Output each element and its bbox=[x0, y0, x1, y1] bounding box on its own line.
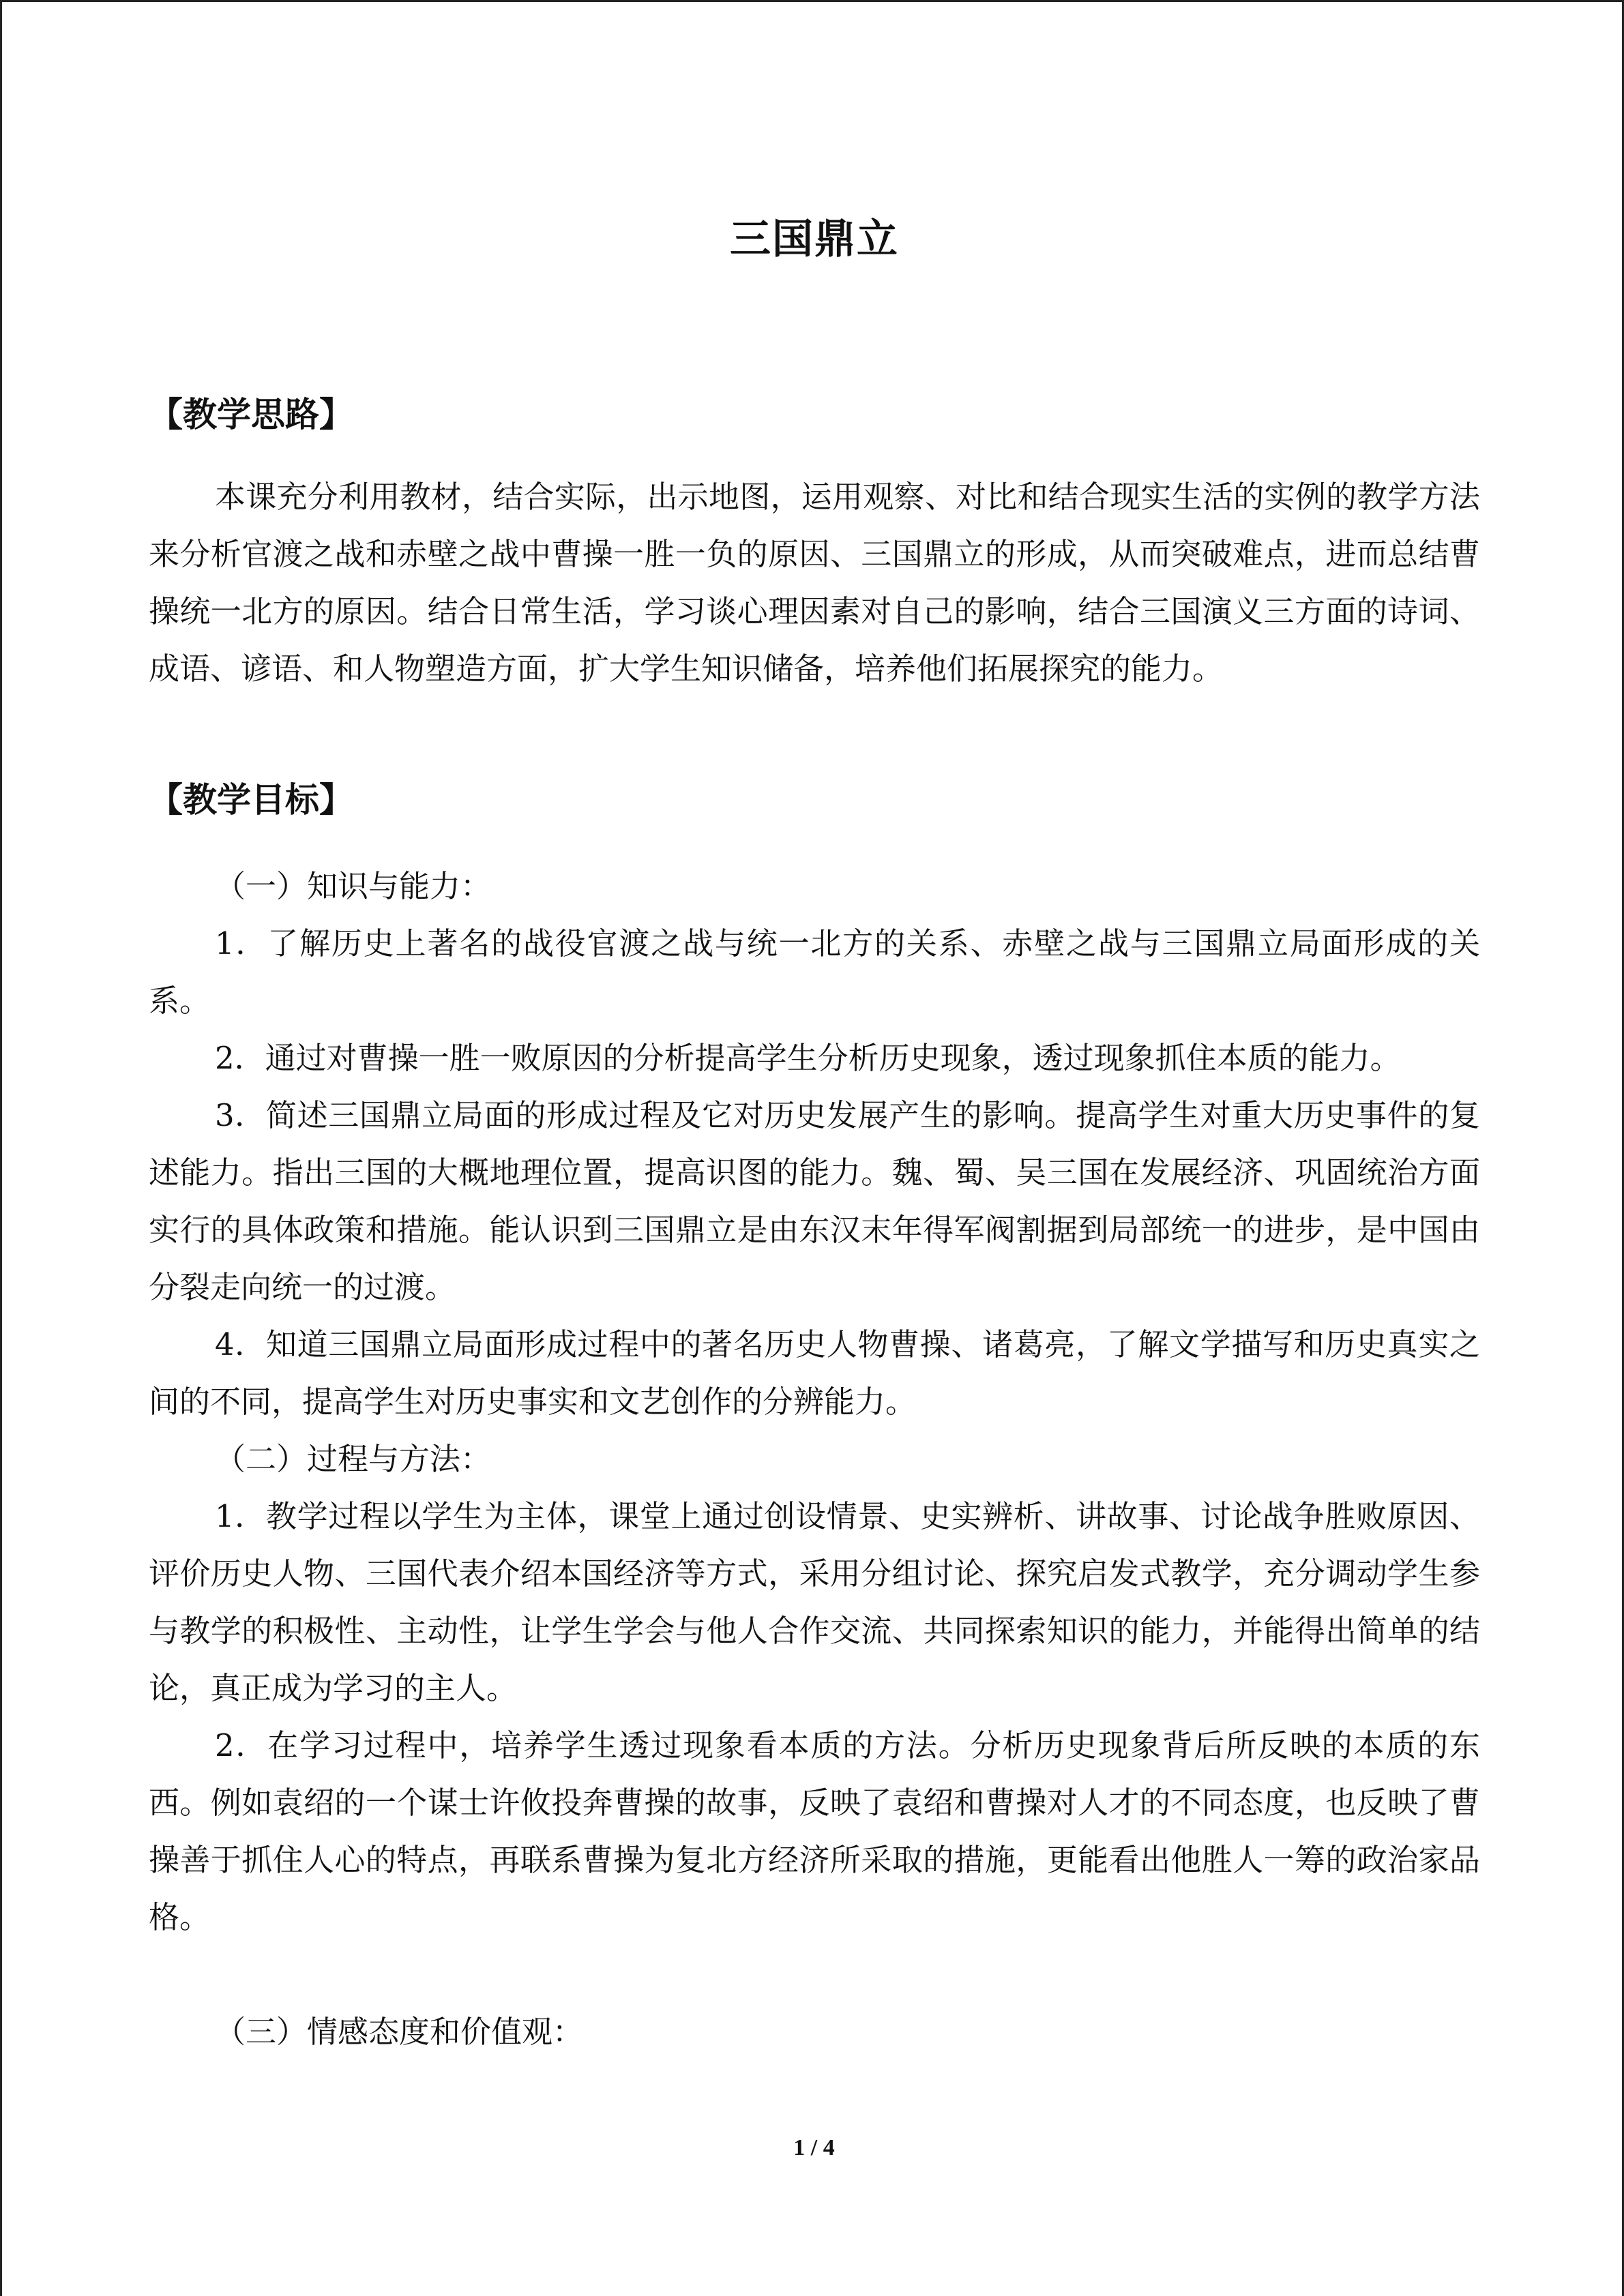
subheading-process: （二）过程与方法： bbox=[215, 1441, 492, 1477]
objective-item: 4．知道三国鼎立局面形成过程中的著名历史人物曹操、诸葛亮，了解文学描写和历史真实之间的不同，提高学生对历史事实和文艺创作的分辨能力。 bbox=[149, 1326, 1480, 1420]
section-heading-approach: 【教学思路】 bbox=[149, 394, 353, 434]
objective-item: 3．简述三国鼎立局面的形成过程及它对历史发展产生的影响。提高学生对重大历史事件的复述能力。指出三国的大概地理位置，提高识图的能力。魏、蜀、吴三国在发展经济、巩固统治方面实行的具体政策和措施。能认识到三国鼎立是由东汉末年得军阀割据到局部统一的进步，是中国由分裂走向统一的过渡。 bbox=[149, 1097, 1480, 1305]
objective-item: 1．了解历史上著名的战役官渡之战与统一北方的关系、赤壁之战与三国鼎立局面形成的关系。 bbox=[149, 925, 1480, 1019]
subheading-values: （三）情感态度和价值观： bbox=[215, 2014, 584, 2050]
page-number: 1 / 4 bbox=[793, 2135, 835, 2160]
objective-item: 2．在学习过程中，培养学生透过现象看本质的方法。分析历史现象背后所反映的本质的东西。例如袁绍的一个谋士许攸投奔曹操的故事，反映了袁绍和曹操对人才的不同态度，也反映了曹操善于抓住人心的特点，再联系曹操为复北方经济所采取的措施，更能看出他胜人一筹的政治家品格。 bbox=[149, 1727, 1480, 1935]
section-heading-objectives: 【教学目标】 bbox=[149, 779, 353, 820]
subheading-knowledge: （一）知识与能力： bbox=[215, 868, 492, 904]
objective-item: 1．教学过程以学生为主体，课堂上通过创设情景、史实辨析、讲故事、讨论战争胜败原因、评价历史人物、三国代表介绍本国经济等方式，采用分组讨论、探究启发式教学，充分调动学生参与教学的积极性、主动性，让学生学会与他人合作交流、共同探索知识的能力，并能得出简单的结论，真正成为学习的主人。 bbox=[149, 1498, 1480, 1706]
approach-paragraph: 本课充分利用教材，结合实际，出示地图，运用观察、对比和结合现实生活的实例的教学方法来分析官渡之战和赤壁之战中曹操一胜一负的原因、三国鼎立的形成，从而突破难点，进而总结曹操统一北方的原因。结合日常生活，学习谈心理因素对自己的影响，结合三国演义三方面的诗词、成语、谚语、和人物塑造方面，扩大学生知识储备，培养他们拓展探究的能力。 bbox=[149, 479, 1480, 687]
page-title: 三国鼎立 bbox=[730, 215, 899, 263]
objective-item: 2．通过对曹操一胜一败原因的分析提高学生分析历史现象，透过现象抓住本质的能力。 bbox=[215, 1040, 1401, 1076]
